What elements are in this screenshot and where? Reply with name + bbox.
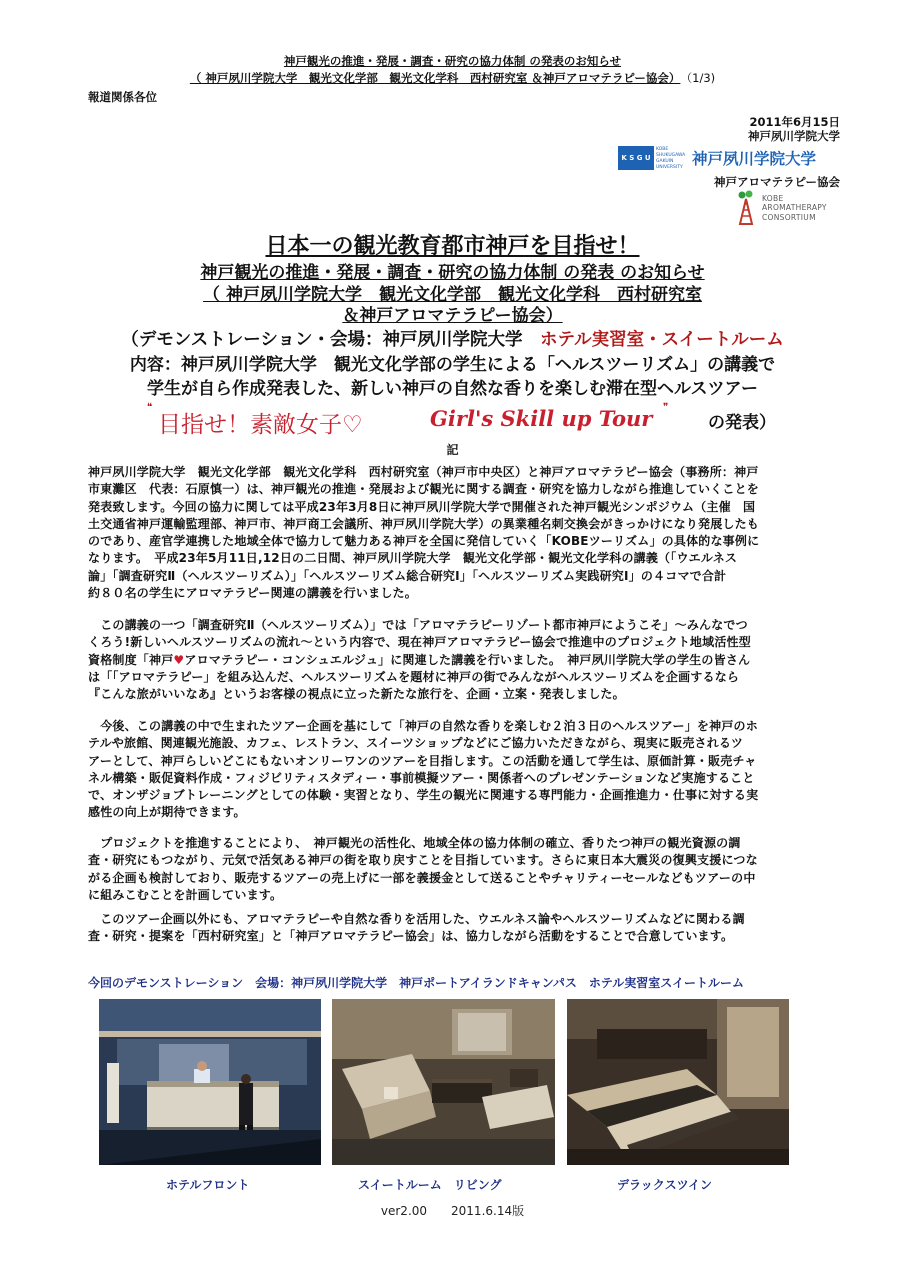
date: 2011年6月15日 [749,115,840,129]
content-line-2: 学生が自ら作成発表した、新しい神戸の自然な香りを楽しむ滞在型ヘルスツアー [147,379,758,399]
demo-prefix: （デモンストレーション・会場：神戸夙川学院大学 [121,330,540,350]
subtitle-1: 神戸観光の推進・発展・調査・研究の協力体制 の発表 のお知らせ [200,263,705,283]
association-logo [733,190,841,226]
paragraph-line: 土交通省神戸運輸監理部、神戸市、神戸商工会議所、神戸夙川学院大学）の異業種名刺交換会がきっかけになり発展したも [88,516,760,531]
paragraph-line: プロジェクトを推進することにより、 神戸観光の活性化、地域全体の協力体制の確立、香りたつ神戸の観光資源の調 [88,836,741,850]
header-line-2 [0,70,905,86]
paragraph-line: 約８０名の学生にアロマテラピー関連の講義を行いました。 [88,586,417,601]
paragraph-line-with-heart [88,652,840,669]
association-logo-text: KOBE AROMATHERAPY CONSORTIUM [762,193,827,222]
demo-venue: ホテル実習室・スイートルーム [540,330,784,350]
photo-deluxe-twin [567,999,789,1165]
ki-heading: 記 [446,443,459,457]
paragraph-5 [88,911,840,946]
photo-suite-living [332,999,555,1165]
university-logo-name: 神戸夙川学院大学 [692,150,817,168]
heart-icon: ♥ [173,652,185,667]
photo-hotel-front [99,999,321,1165]
paragraph-line: 『こんな旅がいいなあ』というお客様の視点に立った新たな旅行を、企画・立案・発表しました。 [88,687,625,702]
paragraph-3 [88,718,840,822]
tour-name-english: Girl's Skill up Tour [430,406,653,431]
paragraph-line: 市東灘区 代表：石原慎一）は、神戸観光の推進・発展および観光に関する調査・研究を協力しながら推進していくことを [88,482,760,497]
main-title: 日本一の観光教育都市神戸を目指せ！ [265,234,640,259]
paragraph-line: 査・研究・提案を「西村研究室」と「神戸アロマテラピー協会」は、協力しながら活動をすることで合意しています。 [88,929,734,944]
paragraph-line: テルや旅館、関連観光施設、カフェ、レストラン、スイーツショップなどにご協力いただきながら、現実に販売されるツ [88,736,744,751]
paragraph-line: アーとして、神戸らしいどこにもないオンリーワンのツアーを目指します。この活動を通して学生は、原価計算・販売チャ [88,753,757,768]
sender-university: 神戸夙川学院大学 [748,129,840,143]
paragraph-1 [88,464,840,602]
tour-name-line [0,400,905,440]
subtitle-3: ＆神戸アロマテラピー協会） [342,306,563,326]
header-line-1 [0,53,905,69]
paragraph-2 [88,617,840,703]
tour-name-japanese: 目指せ！素敵女子♡ [158,412,363,438]
university-logo-subtext: KOBE SHUKUGAWA GAKUIN UNIVERSITY [656,147,686,170]
quote-open-mark: ❝ [147,402,153,413]
photo-label-twin: デラックスツイン [617,1178,713,1192]
paragraph-4 [88,835,840,904]
university-logo [618,146,840,170]
photo-label-front: ホテルフロント [166,1178,250,1192]
paragraph-line: この講義の一つ「調査研究Ⅱ（ヘルスツーリズム）」では「アロマテラピーリゾート都市神戸にようこそ」～みんなでつ [88,618,748,632]
paragraph-line: このツアー企画以外にも、アロマテラピーや自然な香りを活用した、ウエルネス論やヘルスツーリズムなどに関わる調 [88,912,745,926]
paragraph-line: 神戸夙川学院大学 観光文化学部 観光文化学科 西村研究室（神戸市中央区）と神戸アロマテラピー協会（事務所：神戸 [88,465,759,479]
paragraph-line-part: アロマテラピー・コンシュエルジュ」に関連した講義を行いました。 神戸夙川学院大学の学生の皆さん [184,652,751,667]
paragraph-line: のであり、産官学連携した地域全体で協力して魅力ある神戸を全国に発信していく「KOBEツーリズム」の具体的な事例に [88,534,760,549]
paragraph-line: 論」「調査研究Ⅱ（ヘルスツーリズム）」「ヘルスツーリズム総合研究Ⅰ」「ヘルスツーリズム実践研究Ⅰ」の４コマで合計 [88,568,727,583]
aroma-tower-icon [733,190,759,226]
paragraph-line: がる企画も検討しており、販売するツアーの売上げに一部を義援金として送ることやチャリティーセールなどもツアーの中 [88,870,756,885]
version-footer: ver2.00 2011.6.14版 [380,1204,525,1218]
university-logo-mark: K S G U [618,146,654,170]
photo-label-living: スイートルーム リビング [358,1178,502,1192]
paragraph-line: 査・研究にもつながり、元気で活気ある神戸の街を取り戻すことを目指しています。さらに東日本大震災の復興支援につな [88,853,758,868]
demo-venue-line [0,326,905,351]
paragraph-line: は「「アロマテラピー」を組み込んだ、ヘルスツーリズムを題材に神戸の街でみんながヘルスツーリズムを企画するなら [88,669,740,684]
subtitle-2: （ 神戸夙川学院大学 観光文化学部 観光文化学科 西村研究室 [203,285,702,305]
paragraph-line: ネル構築・販促資料作成・フィジビリティスタディー・事前模擬ツアー・関係者へのプレゼンテーションなど実施すること [88,770,755,785]
paragraph-line: 感性の向上が期待できます。 [88,805,246,820]
quote-close-mark: ❞ [663,402,669,413]
header-line-1-text: 神戸観光の推進・発展・調査・研究の協力体制 の発表のお知らせ [283,54,622,68]
header-line-2-text: （ 神戸夙川学院大学 観光文化学部 観光文化学科 西村研究室 ＆神戸アロマテラピー協会） [189,71,681,85]
paragraph-line: 今後、この講義の中で生まれたツアー企画を基にして「神戸の自然な香りを楽しむ２泊３日のヘルスツアー」を神戸のホ [88,719,758,733]
content-line-1: 内容：神戸夙川学院大学 観光文化学部の学生による「ヘルスツーリズム」の講義で [129,355,776,375]
sender-association: 神戸アロマテラピー協会 [713,175,840,189]
paragraph-line: なります。 平成23年5月11日,12日の二日間、神戸夙川学院大学 観光文化学部・観光文化学科の講義（「ウエルネス [88,551,738,566]
paragraph-line: 発表致します。今回の協力に関しては平成23年3月8日に神戸夙川学院大学で開催された神戸観光シンポジウム（主催 国 [88,499,756,514]
paragraph-line: くろう!新しいヘルスツーリズムの流れ～という内容で、現在神戸アロマテラピー協会で推進中のプロジェクト地域活性型 [88,635,751,650]
page-number: （1/3) [686,71,716,85]
addressee: 報道関係各位 [88,90,157,104]
paragraph-line: に組みこむことを計画しています。 [88,887,283,902]
paragraph-line: で、オンザジョブトレーニングとしての体験・実習となり、学生の観光に関連する専門能力・企画推進力・仕事に対する実 [88,788,759,803]
photo-section-caption: 今回のデモンストレーション 会場：神戸夙川学院大学 神戸ポートアイランドキャンパス ホテル実習室スイートルーム [88,976,745,990]
paragraph-line-part: 資格制度「神戸 [88,652,174,667]
tour-suffix: の発表） [708,413,776,433]
